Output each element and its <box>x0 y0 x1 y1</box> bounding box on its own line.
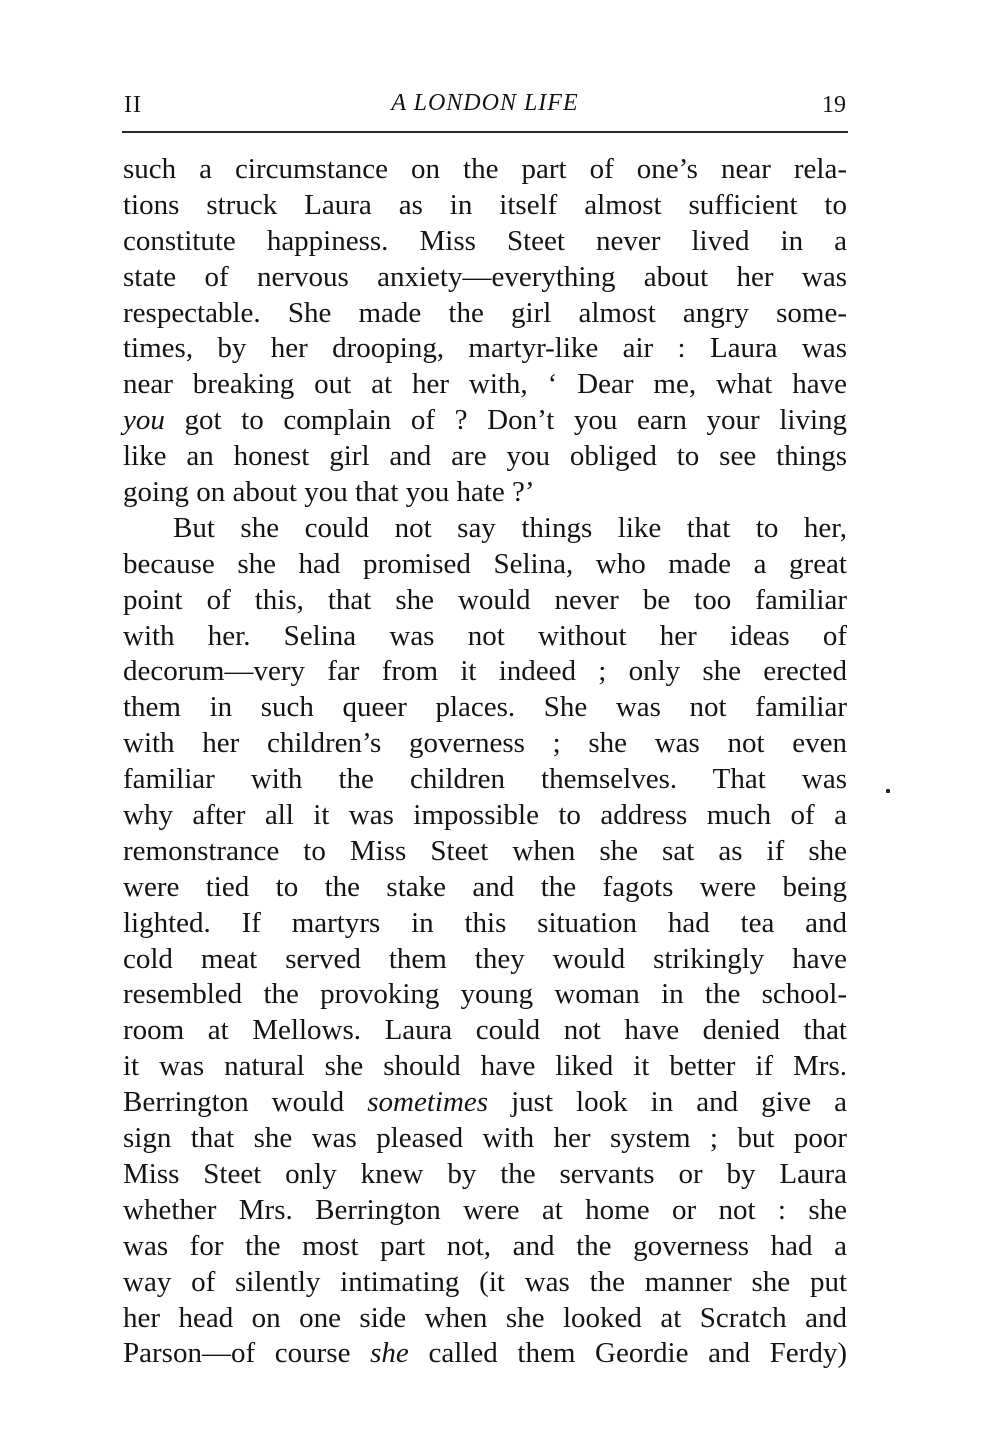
text-segment: remonstrance to Miss Steet when she sat as if she <box>123 834 847 867</box>
text-line <box>123 583 847 619</box>
text-segment: room at Mellows. Laura could not have denied that <box>123 1014 847 1047</box>
text-line <box>123 188 847 224</box>
text-segment: decorum—very far from it indeed ; only she erected <box>123 655 847 688</box>
text-segment: state of nervous anxiety—everything about her was <box>123 260 847 293</box>
text-segment: respectable. She made the girl almost angry some- <box>123 296 847 329</box>
header-rule <box>122 131 848 133</box>
text-line <box>123 762 847 798</box>
italic-text: you <box>123 404 165 437</box>
text-line <box>123 475 847 511</box>
text-segment: lighted. If martyrs in this situation had tea and <box>123 906 847 939</box>
text-segment: such a circumstance on the part of one’s near rela- <box>123 153 847 185</box>
text-line <box>123 439 847 475</box>
text-segment: because she had promised Selina, who made a great <box>123 547 847 580</box>
text-line <box>123 260 847 296</box>
text-segment: point of this, that she would never be too familiar <box>123 583 847 616</box>
text-segment: her head on one side when she looked at Scratch and <box>123 1301 847 1334</box>
text-segment: got to complain of ? Don’t you earn your living <box>164 404 847 437</box>
text-segment: called them Geordie and Ferdy) <box>408 1337 847 1370</box>
text-segment: tions struck Laura as in itself almost sufficient to <box>123 188 847 221</box>
text-segment: cold meat served them they would strikingly have <box>123 942 847 975</box>
text-line <box>123 798 847 834</box>
text-line <box>123 367 847 403</box>
text-segment: just look in and give a <box>488 1086 847 1119</box>
text-segment: But she could not say things like that to her, <box>173 511 847 544</box>
text-line <box>123 942 847 978</box>
text-line <box>123 1157 847 1193</box>
margin-mark <box>886 789 890 793</box>
text-line <box>123 1049 847 1085</box>
text-segment: familiar with the children themselves. That was <box>123 763 847 796</box>
text-segment: with her. Selina was not without her ideas of <box>123 619 847 652</box>
text-line <box>123 654 847 690</box>
text-line <box>123 331 847 367</box>
text-line <box>123 1301 847 1337</box>
text-segment: way of silently intimating (it was the manner she put <box>123 1265 847 1298</box>
text-line <box>123 906 847 942</box>
text-segment: going on about you that you hate ?’ <box>123 476 535 509</box>
text-segment: whether Mrs. Berrington were at home or not : she <box>123 1193 847 1226</box>
text-line <box>123 1085 847 1121</box>
text-line <box>123 690 847 726</box>
text-segment: was for the most part not, and the governess had a <box>123 1229 847 1262</box>
text-segment: like an honest girl and are you obliged to see things <box>123 440 847 473</box>
text-line <box>123 1265 847 1301</box>
text-line <box>123 224 847 260</box>
text-segment: near breaking out at her with, ‘ Dear me, what have <box>123 368 847 401</box>
text-line <box>123 834 847 870</box>
text-line <box>123 1336 847 1372</box>
body-text <box>123 152 847 1372</box>
text-segment: Miss Steet only knew by the servants or by Laura <box>123 1157 847 1190</box>
chapter-number: II <box>124 92 142 118</box>
text-segment: them in such queer places. She was not familiar <box>123 691 847 724</box>
text-line <box>123 547 847 583</box>
text-segment: constitute happiness. Miss Steet never lived in a <box>123 224 847 257</box>
text-line <box>123 870 847 906</box>
text-segment: Berrington would <box>123 1086 368 1119</box>
book-title: A LONDON LIFE <box>391 90 579 116</box>
text-line <box>123 403 847 439</box>
text-line <box>123 1229 847 1265</box>
text-segment: it was natural she should have liked it better if Mrs. <box>123 1050 847 1083</box>
text-line <box>123 619 847 655</box>
text-segment: sign that she was pleased with her system ; but poor <box>123 1122 847 1155</box>
running-head <box>122 88 848 122</box>
page-number: 19 <box>822 92 846 118</box>
text-line <box>123 296 847 332</box>
text-segment: were tied to the stake and the fagots were being <box>123 870 847 903</box>
text-segment: with her children’s governess ; she was not even <box>123 727 847 760</box>
text-line <box>123 1013 847 1049</box>
text-line <box>123 511 847 547</box>
text-line <box>123 977 847 1013</box>
text-segment: times, by her drooping, martyr-like air : Laura was <box>123 332 847 365</box>
italic-text: sometimes <box>367 1086 489 1119</box>
text-line <box>123 152 847 188</box>
text-line <box>123 1193 847 1229</box>
text-line <box>123 1121 847 1157</box>
italic-text: she <box>370 1337 409 1370</box>
text-segment: resembled the provoking young woman in the school- <box>123 978 847 1011</box>
text-segment: why after all it was impossible to address much of a <box>123 799 847 832</box>
text-segment: Parson—of course <box>123 1337 371 1370</box>
text-line <box>123 726 847 762</box>
